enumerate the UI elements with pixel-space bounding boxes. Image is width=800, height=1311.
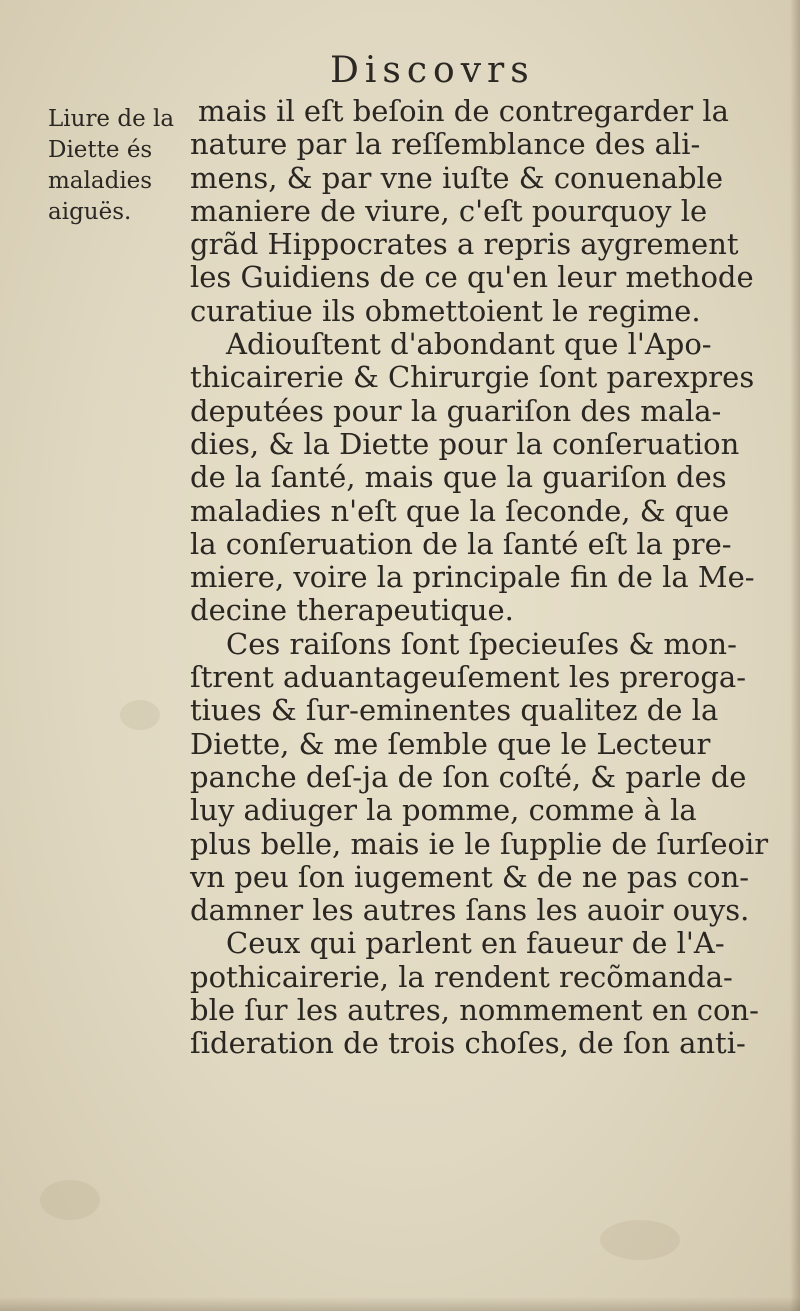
marginal-note-line: Diette és bbox=[48, 137, 153, 163]
marginal-note-line: Liure de la bbox=[48, 106, 175, 132]
text-line: maladies n'eſt que la ſeconde, & que bbox=[190, 493, 730, 528]
text-line: la conſeruation de la ſanté eſt la pre- bbox=[190, 526, 732, 561]
text-line: ſtrent aduantageuſement les preroga- bbox=[190, 660, 747, 695]
text-line: ſideration de trois choſes, de ſon anti- bbox=[190, 1026, 746, 1061]
page-bottom-shadow bbox=[0, 1297, 800, 1311]
text-line: pothicairerie, la rendent recõmanda- bbox=[190, 959, 733, 994]
text-line: Ceux qui parlent en faueur de l'A- bbox=[226, 926, 725, 961]
text-line: thicairerie & Chirurgie ſont parexpres bbox=[190, 360, 755, 395]
text-line: curatiue ils obmettoient le regime. bbox=[190, 293, 701, 328]
text-line: Adiouſtent d'abondant que l'Apo- bbox=[226, 327, 712, 362]
body-text bbox=[188, 95, 770, 1061]
text-line: les Guidiens de ce qu'en leur methode bbox=[190, 260, 754, 295]
text-line: Ces raiſons ſont ſpecieuſes & mon- bbox=[226, 626, 737, 661]
text-line: grãd Hippocrates a repris aygrement bbox=[190, 227, 739, 262]
marginal-note-line: aiguës. bbox=[48, 199, 132, 225]
text-line: panche deſ-ja de ſon coſté, & parle de bbox=[190, 759, 747, 794]
text-line: plus belle, mais ie le ſupplie de ſurſeoir bbox=[190, 826, 769, 861]
text-line: de la ſanté, mais que la guariſon des bbox=[190, 460, 727, 495]
text-line: tiues & ſur-eminentes qualitez de la bbox=[190, 693, 719, 728]
text-line: vn peu ſon iugement & de ne pas con- bbox=[190, 859, 750, 894]
text-line: mens, & par vne iuſte & conuenable bbox=[190, 160, 724, 195]
text-line: dies, & la Diette pour la conſeruation bbox=[190, 426, 740, 461]
paper-stain bbox=[600, 1220, 680, 1260]
running-head: Discovrs bbox=[330, 50, 535, 91]
text-line: miere, voire la principale fin de la Me- bbox=[190, 560, 755, 595]
paper-stain bbox=[40, 1180, 100, 1220]
text-line: decine therapeutique. bbox=[190, 593, 514, 628]
text-line: Diette, & me ſemble que le Lecteur bbox=[190, 726, 711, 761]
text-line: damner les autres ſans les auoir ouys. bbox=[190, 893, 750, 928]
marginal-note-line: maladies bbox=[48, 168, 153, 194]
text-line: nature par la reſſemblance des ali- bbox=[190, 127, 701, 162]
text-line: maniere de viure, c'eſt pourquoy le bbox=[190, 193, 708, 228]
text-line: ble ſur les autres, nommement en con- bbox=[190, 993, 759, 1028]
marginal-note bbox=[48, 104, 188, 228]
text-line: deputées pour la guariſon des mala- bbox=[190, 393, 722, 428]
text-line: mais il eſt beſoin de contregarder la bbox=[198, 94, 729, 128]
paper-stain bbox=[120, 700, 160, 730]
text-line: luy adiuger la pomme, comme à la bbox=[190, 793, 697, 828]
page-edge-shadow bbox=[790, 0, 800, 1311]
